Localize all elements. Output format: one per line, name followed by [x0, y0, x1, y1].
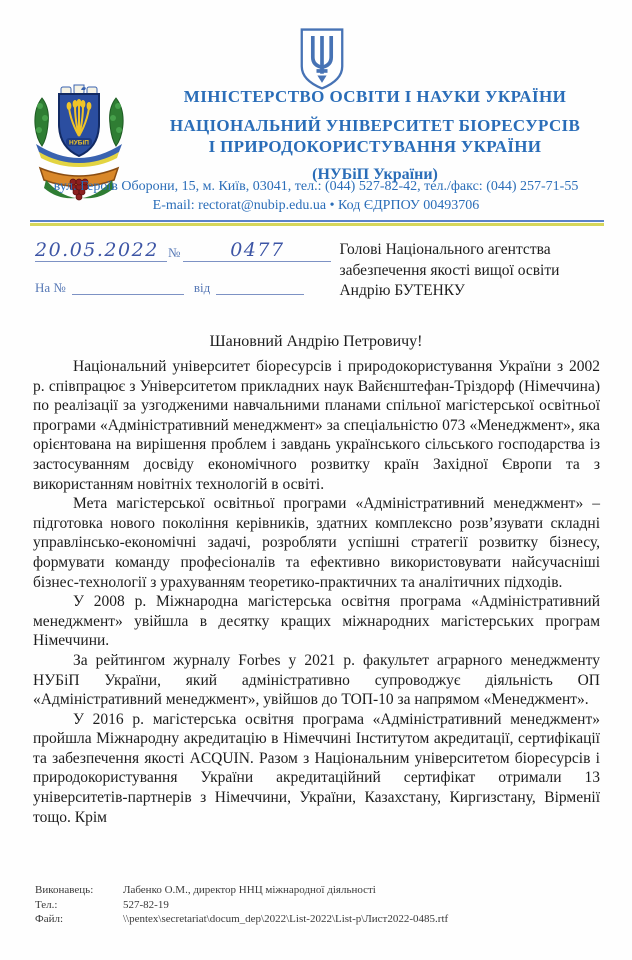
phone-row [35, 898, 602, 913]
paragraph-2008-ranking: У 2008 р. Міжнародна магістерська освітня програма «Адміністративний менеджмент» увійшла в десятку кращих міжнародних магістерських програм Німеччини. [33, 593, 600, 650]
divider-yellow-line [30, 223, 604, 226]
recipient-line1: Голові Національного агентства [339, 241, 551, 258]
svg-text:НУБіП: НУБіП [69, 139, 89, 147]
university-title-line1: НАЦІОНАЛЬНИЙ УНІВЕРСИТЕТ БІОРЕСУРСІВ [169, 116, 581, 135]
address-line: вул. Героїв Оборони, 15, м. Київ, 03041, тел.: (044) 527-82-42, тел./факс: (044) 257-71-55 [53, 179, 579, 194]
reply-from-label: від [193, 280, 211, 295]
paragraph-program-goal: Мета магістерської освітньої програми «Адміністративний менеджмент» – підготовка нового покоління керівників, здатних комплексно розв’язувати складні управлінсько-економічні задачі, розробляти успішні стратегії розвитку бізнесу, формувати команду професіоналів та ефективно використовувати найсучасніші бізнес-технології з урахуванням теоретико-практичних та аналітичних підходів. [33, 495, 600, 591]
incoming-reference-line [35, 278, 339, 296]
paragraph-forbes-ranking: За рейтингом журналу Forbes у 2021 р. факультет аграрного менеджменту НУБіП України, який адміністративно супроводжує діяльність ОП «Адміністративний менеджмент», увійшов до ТОП-10 за напрямом «Менеджмент». [33, 651, 600, 709]
university-abbreviation: (НУБіП України) [312, 166, 438, 183]
file-label: Файл: [35, 913, 64, 925]
recipient-line2: забезпечення якості вищої освіти [339, 261, 560, 279]
reference-recipient-row [35, 240, 597, 302]
file-row [35, 912, 602, 927]
paragraph-cooperation: Національний університет біоресурсів і природокористування України з 2002 р. співпрацює з Університетом прикладних наук Вайєнштефан-Тріздорф (Німеччина) по реалізації за узгодженими навчальними планами спільної магістерської освітньої програми «Адміністративний менеджмент» за спеціальністю 073 «Менеджмент», яка орієнтована на вирішення проблем і завдань українського сільського господарства із застосуванням досвіду економічного розвитку країн Західної Європи та з використанням новітніх технологій в освіті. [33, 358, 600, 493]
letter-body [33, 357, 600, 827]
tryzub-icon [299, 27, 345, 91]
reference-block [35, 240, 339, 296]
university-title-line2: І ПРИРОДОКОРИСТУВАННЯ УКРАЇНИ [208, 137, 542, 156]
contact-block [0, 177, 632, 215]
salutation: Шановний Андрію Петровичу! [209, 333, 423, 350]
handwritten-number: 0477 [183, 240, 331, 262]
executor-value: Лабенко О.М., директор ННЦ міжнародної діяльності [123, 884, 376, 896]
letterhead-divider [30, 220, 604, 226]
reply-to-label: На № [35, 280, 66, 295]
recipient-block [339, 240, 597, 302]
reply-date-blank [216, 278, 304, 295]
recipient-line3: Андрію БУТЕНКУ [339, 282, 465, 299]
letterhead [132, 87, 618, 184]
phone-value: 527-82-19 [123, 898, 169, 911]
executor-label: Виконавець: [35, 884, 94, 896]
number-sign: № [168, 245, 181, 260]
email-line: E-mail: rectorat@nubip.edu.ua • Код ЄДРПОУ 00493706 [152, 198, 480, 213]
handwritten-date: 20.05.2022 [35, 240, 167, 262]
document-footer [35, 883, 602, 927]
file-path-value: \\pentex\secretariat\docum_dep\2022\List-2022\List-p\Лист2022-0485.rtf [123, 913, 449, 925]
outgoing-reference-line [35, 240, 339, 262]
paragraph-accreditation: У 2016 р. магістерська освітня програма «Адміністративний менеджмент» пройшла Міжнародну акредитацію в Німеччині Інститутом акредитації, сертифікації та забезпечення якості ACQUIN. Разом з Національним університетом біоресурсів і природокористування України акредитаційний сертифікат отримали 13 університетів-партнерів з Німеччини, України, Казахстану, Киргизстану, Вірменії тощо. Крім [33, 710, 600, 826]
phone-label: Тел.: [35, 898, 58, 911]
ministry-title: МІНІСТЕРСТВО ОСВІТИ І НАУКИ УКРАЇНИ [183, 87, 567, 106]
executor-row [35, 883, 602, 898]
divider-blue-line [30, 220, 604, 222]
reply-number-blank [72, 278, 184, 295]
